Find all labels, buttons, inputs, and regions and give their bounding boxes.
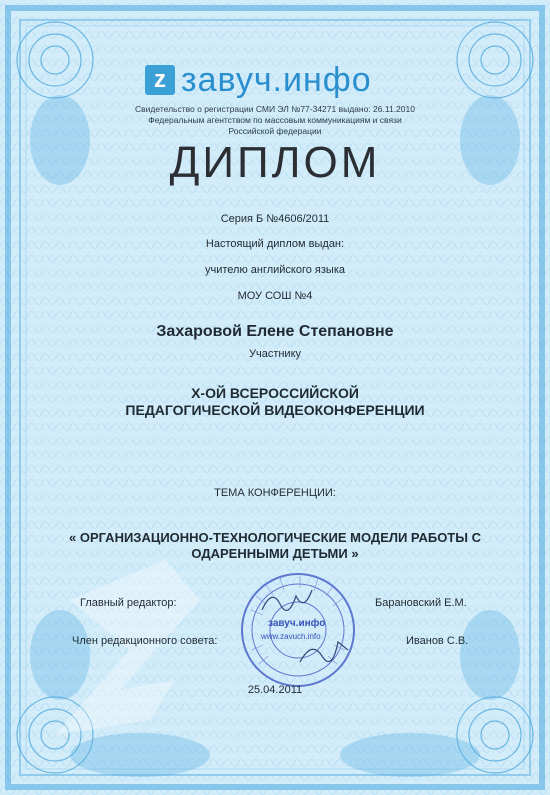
- issued-to-label: Настоящий диплом выдан:: [205, 238, 345, 250]
- logo-text: завуч.инфо: [181, 60, 372, 99]
- recipient-name: Захаровой Елене Степановне: [156, 323, 394, 340]
- event-line-2: ПЕДАГОГИЧЕСКОЙ ВИДЕОКОНФЕРЕНЦИИ: [125, 402, 425, 418]
- council-name: Иванов С.В.: [406, 635, 469, 647]
- registration-line-3: Российской федерации: [228, 126, 322, 136]
- series-number: Серия Б №4606/2011: [220, 213, 330, 225]
- logo-mark: z: [145, 65, 175, 95]
- logo: [145, 60, 372, 100]
- role: Участнику: [248, 348, 302, 360]
- editor-name: Барановский Е.М.: [375, 597, 467, 609]
- theme-line-1: « ОРГАНИЗАЦИОННО-ТЕХНОЛОГИЧЕСКИЕ МОДЕЛИ РАБОТЫ С: [69, 530, 481, 545]
- registration-line-1: Свидетельство о регистрации СМИ ЭЛ №77-34271 выдано: 26.11.2010: [135, 104, 415, 114]
- theme-label: ТЕМА КОНФЕРЕНЦИИ:: [214, 487, 336, 499]
- event-line-1: Х-ОЙ ВСЕРОССИЙСКОЙ: [191, 385, 359, 401]
- issue-date: 25.04.2011: [247, 684, 303, 696]
- stamp-text-top: завуч.инфо: [268, 618, 326, 629]
- position: учителю английского языка: [204, 264, 345, 276]
- document-title: ДИПЛОМ: [169, 138, 381, 187]
- theme-line-2: ОДАРЕННЫМИ ДЕТЬМИ »: [191, 546, 359, 561]
- stamp-text-bottom: www.zavuch.info: [261, 632, 321, 641]
- council-label: Член редакционного совета:: [72, 635, 218, 647]
- school: МОУ СОШ №4: [237, 290, 313, 302]
- registration-line-2: Федеральным агентством по массовым коммуникациям и связи: [148, 115, 402, 125]
- editor-label: Главный редактор:: [80, 597, 177, 609]
